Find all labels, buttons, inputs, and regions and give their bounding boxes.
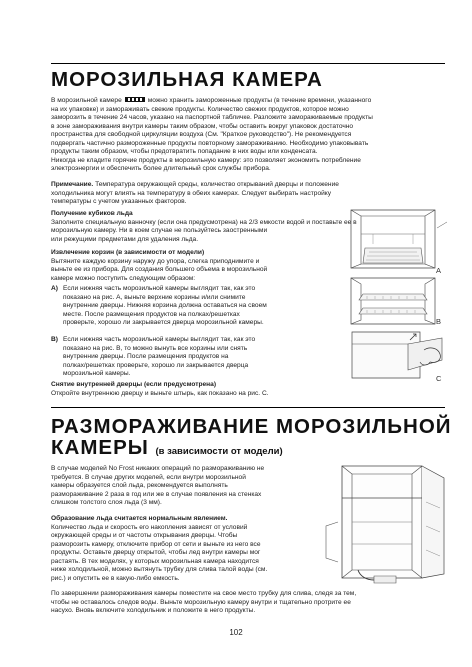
note-label: Примечание. bbox=[51, 181, 94, 188]
top-rule bbox=[51, 63, 445, 64]
page-number: 102 bbox=[229, 628, 243, 637]
figure-a-freezer-illustration bbox=[343, 208, 461, 270]
defrost-title-subtitle: (в зависимости от модели) bbox=[155, 446, 283, 457]
figure-b-freezer-illustration bbox=[343, 276, 461, 326]
baskets-heading: Извлечение корзин (в зависимости от модели) bbox=[51, 249, 205, 256]
intro-line: электроэнергии и обеспечить более длительный срок службы прибора. bbox=[51, 165, 271, 173]
normal-ice-paragraph: Образование льда считается нормальным явлением. Количество льда и скорость его накопления зависят от условий окружающей среды и от частоты открывания дверцы. Чтобы разморозить камеру, отключите прибор от сети и выньте из него все продукты. Оставьте дверцу открытой, чтобы лед внутри камеры мог растаять. В тех моделях, у которых морозильная камера находится ниже холодильной, можно вытянуть трубку для слива талой воды (см. рис.) и опустить ее в какую-либо емкость. bbox=[51, 515, 301, 583]
ice-heading: Получение кубиков льда bbox=[51, 210, 133, 217]
ice-cubes-paragraph: Получение кубиков льда Заполните специальную ванночку (если она предусмотрена) на 2/3 емкости водой и поставьте ее в морозильную камеру. Ни в коем случае не пользуйтесь заостренными или режущими предметами для удаления льда. bbox=[51, 210, 451, 244]
section-title-defrost-line2: КАМЕРЫ (в зависимости от модели) bbox=[51, 436, 283, 459]
freezer-star-icon bbox=[125, 97, 145, 102]
door-heading: Снятие внутренней дверцы (если предусмотрена) bbox=[51, 381, 217, 388]
intro-line: продукты таким образом, чтобы предотвратить попадание в них воды или конденсата. bbox=[51, 148, 318, 156]
final-paragraph: По завершении размораживания камеры поместите на свое место трубку для слива, следя за тем, чтобы не оставалось следов воды. Выньте морозильную камеру внутри и тщательно протрите ее насухо. Вновь включите холодильник и положите в него продукты. bbox=[51, 590, 357, 615]
intro-line: в зоне замораживания внутри камеры таким образом, чтобы оставить вокруг упаковок достаточно bbox=[51, 122, 354, 130]
intro-line: пространства для свободной циркуляции воздуха (См. "Краткое руководство"). Не рекомендуется bbox=[51, 131, 352, 139]
intro-line: заморозить в течение 24 часов, указано на паспортной табличке. Разложите замораживаемые продукты bbox=[51, 114, 373, 122]
section-title-defrost-line1: РАЗМОРАЖИВАНИЕ МОРОЗИЛЬНОЙ bbox=[51, 415, 452, 438]
figure-label-a: A bbox=[436, 266, 442, 275]
note-paragraph: Примечание. Температура окружающей среды, количество открываний дверцы и положение холодильника могут влиять на температуру в обеих камерах. Следует выбирать настройку температуры с учетом указанных факторов. bbox=[51, 181, 339, 206]
baskets-paragraph: Извлечение корзин (в зависимости от модели) Вытяните каждую корзину наружу до упора, слегка приподнимите и выньте ее из прибора. Для создания большего объема в морозильной камере можно поступить следующим образом: bbox=[51, 249, 341, 283]
item-b-text: Если нижняя часть морозильной камеры выглядит так, как это показано на рис. B, то можно вынуть все корзины или снять внутренние дверцы. После размещения продуктов на полках/решетках проверьте, хорошо ли закрывается дверца морозильной камеры. bbox=[63, 336, 256, 378]
figure-label-c: C bbox=[436, 374, 442, 383]
figure-c-door-pin-illustration bbox=[350, 330, 460, 380]
item-a-text: Если нижняя часть морозильной камеры выглядит так, как это показано на рис. A, выньте верхние корзины и/или снимите внутренние дверцы. Нижняя корзина должна оставаться на своем месте. После размещения продуктов на полках/решетках проверьте, хорошо ли закрывается дверца морозильной камеры. bbox=[63, 285, 267, 327]
defrost-freezer-illustration bbox=[318, 462, 450, 584]
intro-line: подвергать частично размороженные продукты повторному замораживанию. Необходимо упаковывать bbox=[51, 139, 369, 147]
nofrost-paragraph: В случае моделей No Frost никаких операций по размораживанию не требуется. В случае других моделей, если внутри морозильной камеры образуется слой льда, рекомендуется выполнять размораживание 2 раза в год или же в случае появления на стенках слишком толстого слоя льда (3 мм). bbox=[51, 465, 265, 507]
intro-line: Никогда не кладите горячие продукты в морозильную камеру: это позволяет экономить потребление bbox=[51, 156, 361, 164]
normal-ice-heading: Образование льда считается нормальным явлением. bbox=[51, 515, 228, 522]
freezer-intro-paragraph: В морозильной камере можно хранить замороженные продукты (в течение времени, указанного на их упаковке) и замораживать свежие продукты. Количество свежих продуктов, которое можно заморозить в течение 24 часов, указано на паспортной табличке. Разложите замораживаемые продукты в зоне замораживания внутри камеры таким образом, чтобы оставить вокруг упаковок достаточно пространства для свободной циркуляции воздуха (См. "Краткое руководство"). Не рекомендуется подвергать частично размороженные продукты повторному замораживанию. Необходимо упаковывать продукты таким образом, чтобы предотвратить попадание в них воды или конденсата. Никогда не кладите горячие продукты в морозильную камеру: это позволяет экономить потребление электроэнергии и обеспечить более длительный срок службы прибора. bbox=[51, 97, 451, 174]
door-paragraph: Снятие внутренней дверцы (если предусмотрена) Откройте внутреннюю дверцу и выньте штырь, как показано на рис. C. bbox=[51, 381, 411, 398]
section-title-freezer: МОРОЗИЛЬНАЯ КАМЕРА bbox=[51, 68, 323, 91]
item-b-marker: B) bbox=[51, 336, 58, 343]
figure-label-b: B bbox=[436, 317, 442, 326]
item-a-marker: A) bbox=[51, 285, 58, 292]
intro-line: на их упаковке) и замораживать свежие продукты. Количество свежих продуктов, которое можно bbox=[51, 105, 349, 113]
middle-rule bbox=[51, 407, 445, 408]
